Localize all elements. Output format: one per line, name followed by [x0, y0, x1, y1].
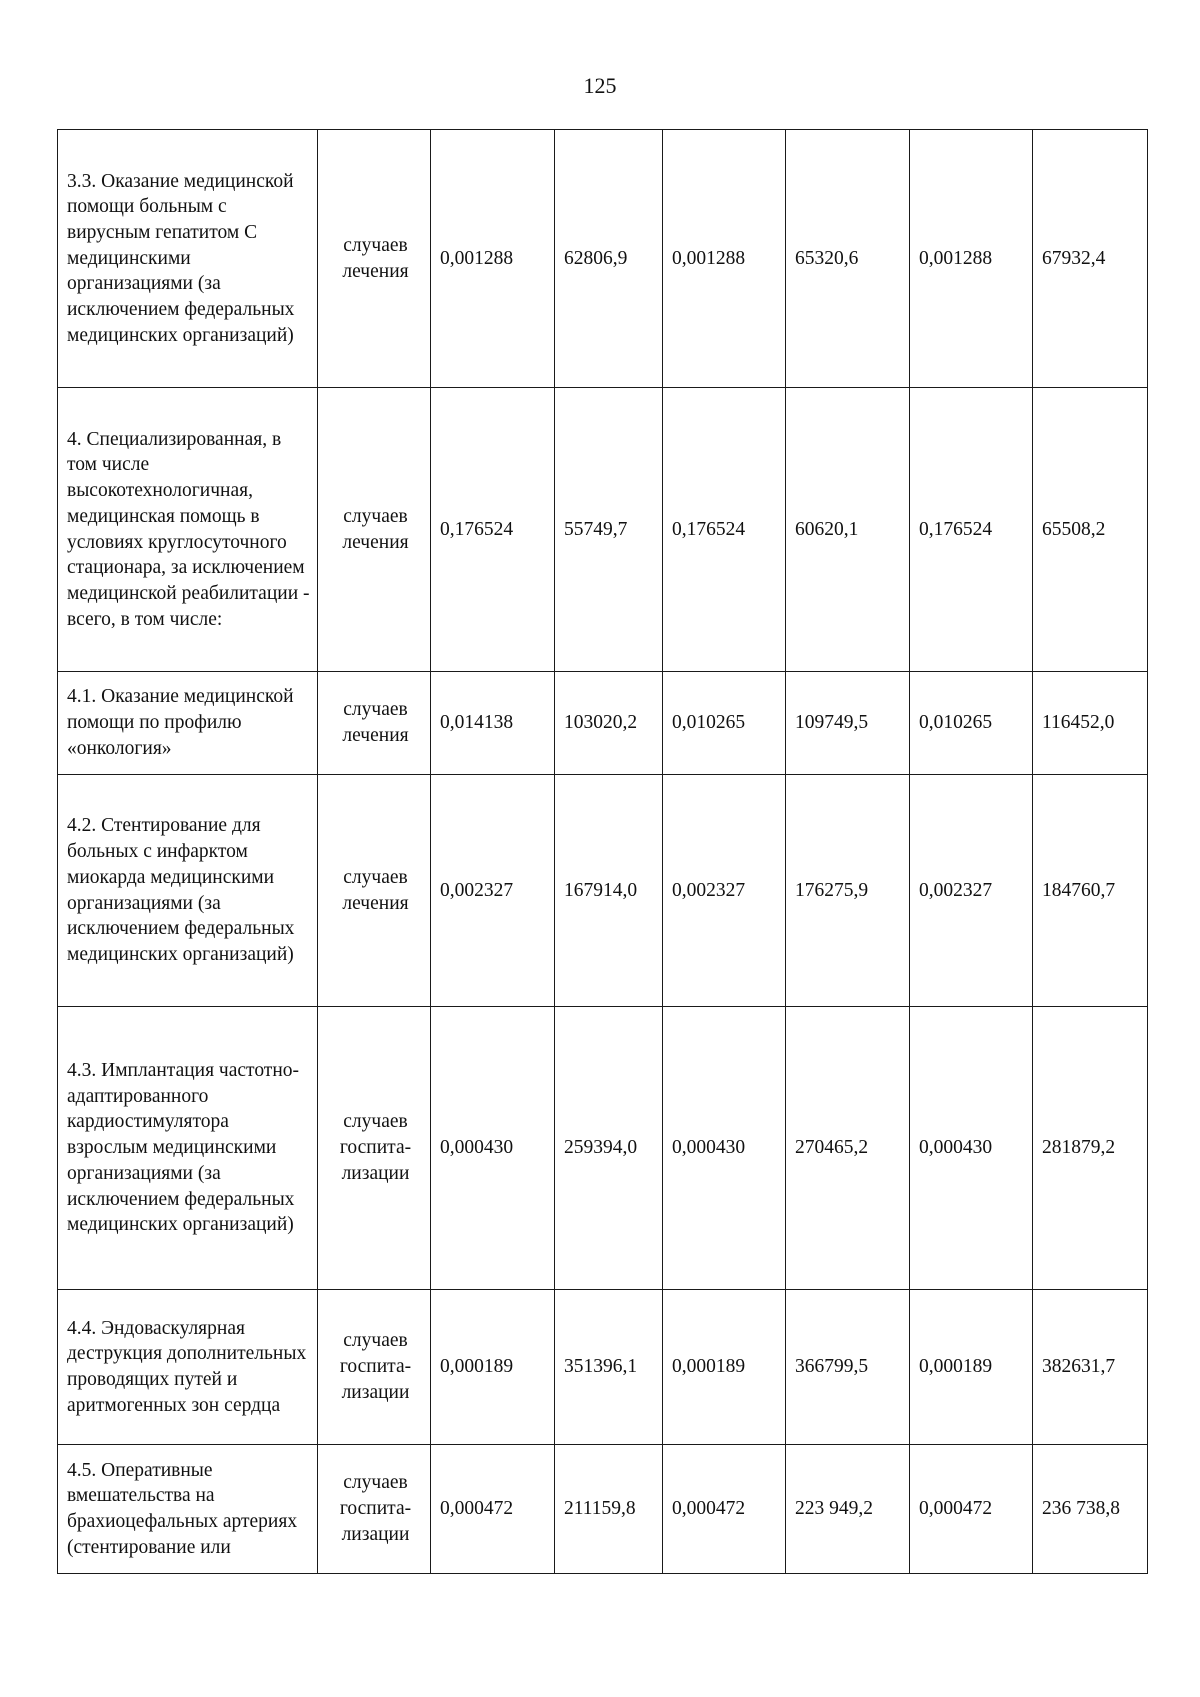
unit-cell	[318, 130, 431, 388]
unit-line: случаев	[343, 1472, 408, 1494]
value-cell: 0,001288	[431, 130, 555, 388]
value-cell: 351396,1	[555, 1290, 663, 1445]
page-number: 125	[583, 73, 617, 98]
unit-line: лизации	[341, 1162, 410, 1184]
value-cell: 0,002327	[663, 775, 786, 1007]
unit-cell	[318, 1290, 431, 1445]
unit-line: лечения	[342, 260, 409, 282]
data-table	[57, 129, 1148, 1574]
value-cell: 0,001288	[910, 130, 1033, 388]
value-cell: 65320,6	[786, 130, 910, 388]
value-cell: 0,176524	[663, 388, 786, 672]
unit-cell	[318, 672, 431, 775]
table-row	[58, 1290, 1148, 1445]
row-name-cell: 4.4. Эндоваскулярная деструкция дополнительных проводящих путей и аритмогенных зон сердца	[58, 1290, 318, 1445]
row-name-cell: 3.3. Оказание медицинской помощи больным с вирусным гепатитом С медицинскими организациями (за исключением федеральных медицинских организаций)	[58, 130, 318, 388]
value-cell: 0,176524	[431, 388, 555, 672]
row-name-cell: 4.3. Имплантация частотно-адаптированного кардиостимулятора взрослым медицинскими организациями (за исключением федеральных медицинских организаций)	[58, 1007, 318, 1290]
value-cell: 236 738,8	[1033, 1445, 1148, 1574]
value-cell: 0,000472	[663, 1445, 786, 1574]
value-cell: 0,000189	[431, 1290, 555, 1445]
table-row	[58, 672, 1148, 775]
row-name-cell: 4.2. Стентирование для больных с инфарктом миокарда медицинскими организациями (за исключением федеральных медицинских организаций)	[58, 775, 318, 1007]
value-cell: 0,010265	[910, 672, 1033, 775]
value-cell: 223 949,2	[786, 1445, 910, 1574]
table-row	[58, 388, 1148, 672]
value-cell: 0,000430	[431, 1007, 555, 1290]
unit-line: госпита-	[339, 1137, 412, 1159]
value-cell: 65508,2	[1033, 388, 1148, 672]
table-row	[58, 775, 1148, 1007]
unit-line: случаев	[343, 1111, 408, 1133]
unit-line: лечения	[342, 531, 409, 553]
value-cell: 167914,0	[555, 775, 663, 1007]
value-cell: 116452,0	[1033, 672, 1148, 775]
row-name-cell: 4.5. Оперативные вмешательства на брахиоцефальных артериях (стентирование или	[58, 1445, 318, 1574]
value-cell: 0,002327	[910, 775, 1033, 1007]
row-name-cell: 4. Специализированная, в том числе высокотехнологичная, медицинская помощь в условиях круглосуточного стационара, за исключением медицинской реабилитации - всего, в том числе:	[58, 388, 318, 672]
value-cell: 62806,9	[555, 130, 663, 388]
value-cell: 176275,9	[786, 775, 910, 1007]
value-cell: 0,000189	[910, 1290, 1033, 1445]
row-name-cell: 4.1. Оказание медицинской помощи по профилю «онкология»	[58, 672, 318, 775]
table-row	[58, 1007, 1148, 1290]
value-cell: 0,010265	[663, 672, 786, 775]
unit-line: случаев	[343, 505, 408, 527]
value-cell: 270465,2	[786, 1007, 910, 1290]
unit-line: случаев	[343, 1330, 408, 1352]
unit-line: госпита-	[339, 1356, 412, 1378]
unit-cell	[318, 775, 431, 1007]
value-cell: 281879,2	[1033, 1007, 1148, 1290]
unit-cell	[318, 388, 431, 672]
value-cell: 0,000430	[910, 1007, 1033, 1290]
value-cell: 0,002327	[431, 775, 555, 1007]
unit-line: лизации	[341, 1381, 410, 1403]
value-cell: 0,176524	[910, 388, 1033, 672]
value-cell: 60620,1	[786, 388, 910, 672]
unit-line: лизации	[341, 1523, 410, 1545]
value-cell: 55749,7	[555, 388, 663, 672]
unit-line: случаев	[343, 866, 408, 888]
value-cell: 0,001288	[663, 130, 786, 388]
value-cell: 382631,7	[1033, 1290, 1148, 1445]
value-cell: 0,000430	[663, 1007, 786, 1290]
unit-line: госпита-	[339, 1498, 412, 1520]
unit-line: лечения	[342, 725, 409, 746]
value-cell: 0,000472	[431, 1445, 555, 1574]
value-cell: 259394,0	[555, 1007, 663, 1290]
value-cell: 0,000472	[910, 1445, 1033, 1574]
value-cell: 67932,4	[1033, 130, 1148, 388]
table-row	[58, 1445, 1148, 1574]
value-cell: 0,000189	[663, 1290, 786, 1445]
unit-cell	[318, 1445, 431, 1574]
table-row	[58, 130, 1148, 388]
value-cell: 109749,5	[786, 672, 910, 775]
unit-line: случаев	[343, 234, 408, 256]
unit-line: случаев	[343, 699, 408, 721]
value-cell: 366799,5	[786, 1290, 910, 1445]
unit-line: лечения	[342, 892, 409, 914]
value-cell: 103020,2	[555, 672, 663, 775]
value-cell: 184760,7	[1033, 775, 1148, 1007]
unit-cell	[318, 1007, 431, 1290]
value-cell: 211159,8	[555, 1445, 663, 1574]
value-cell: 0,014138	[431, 672, 555, 775]
